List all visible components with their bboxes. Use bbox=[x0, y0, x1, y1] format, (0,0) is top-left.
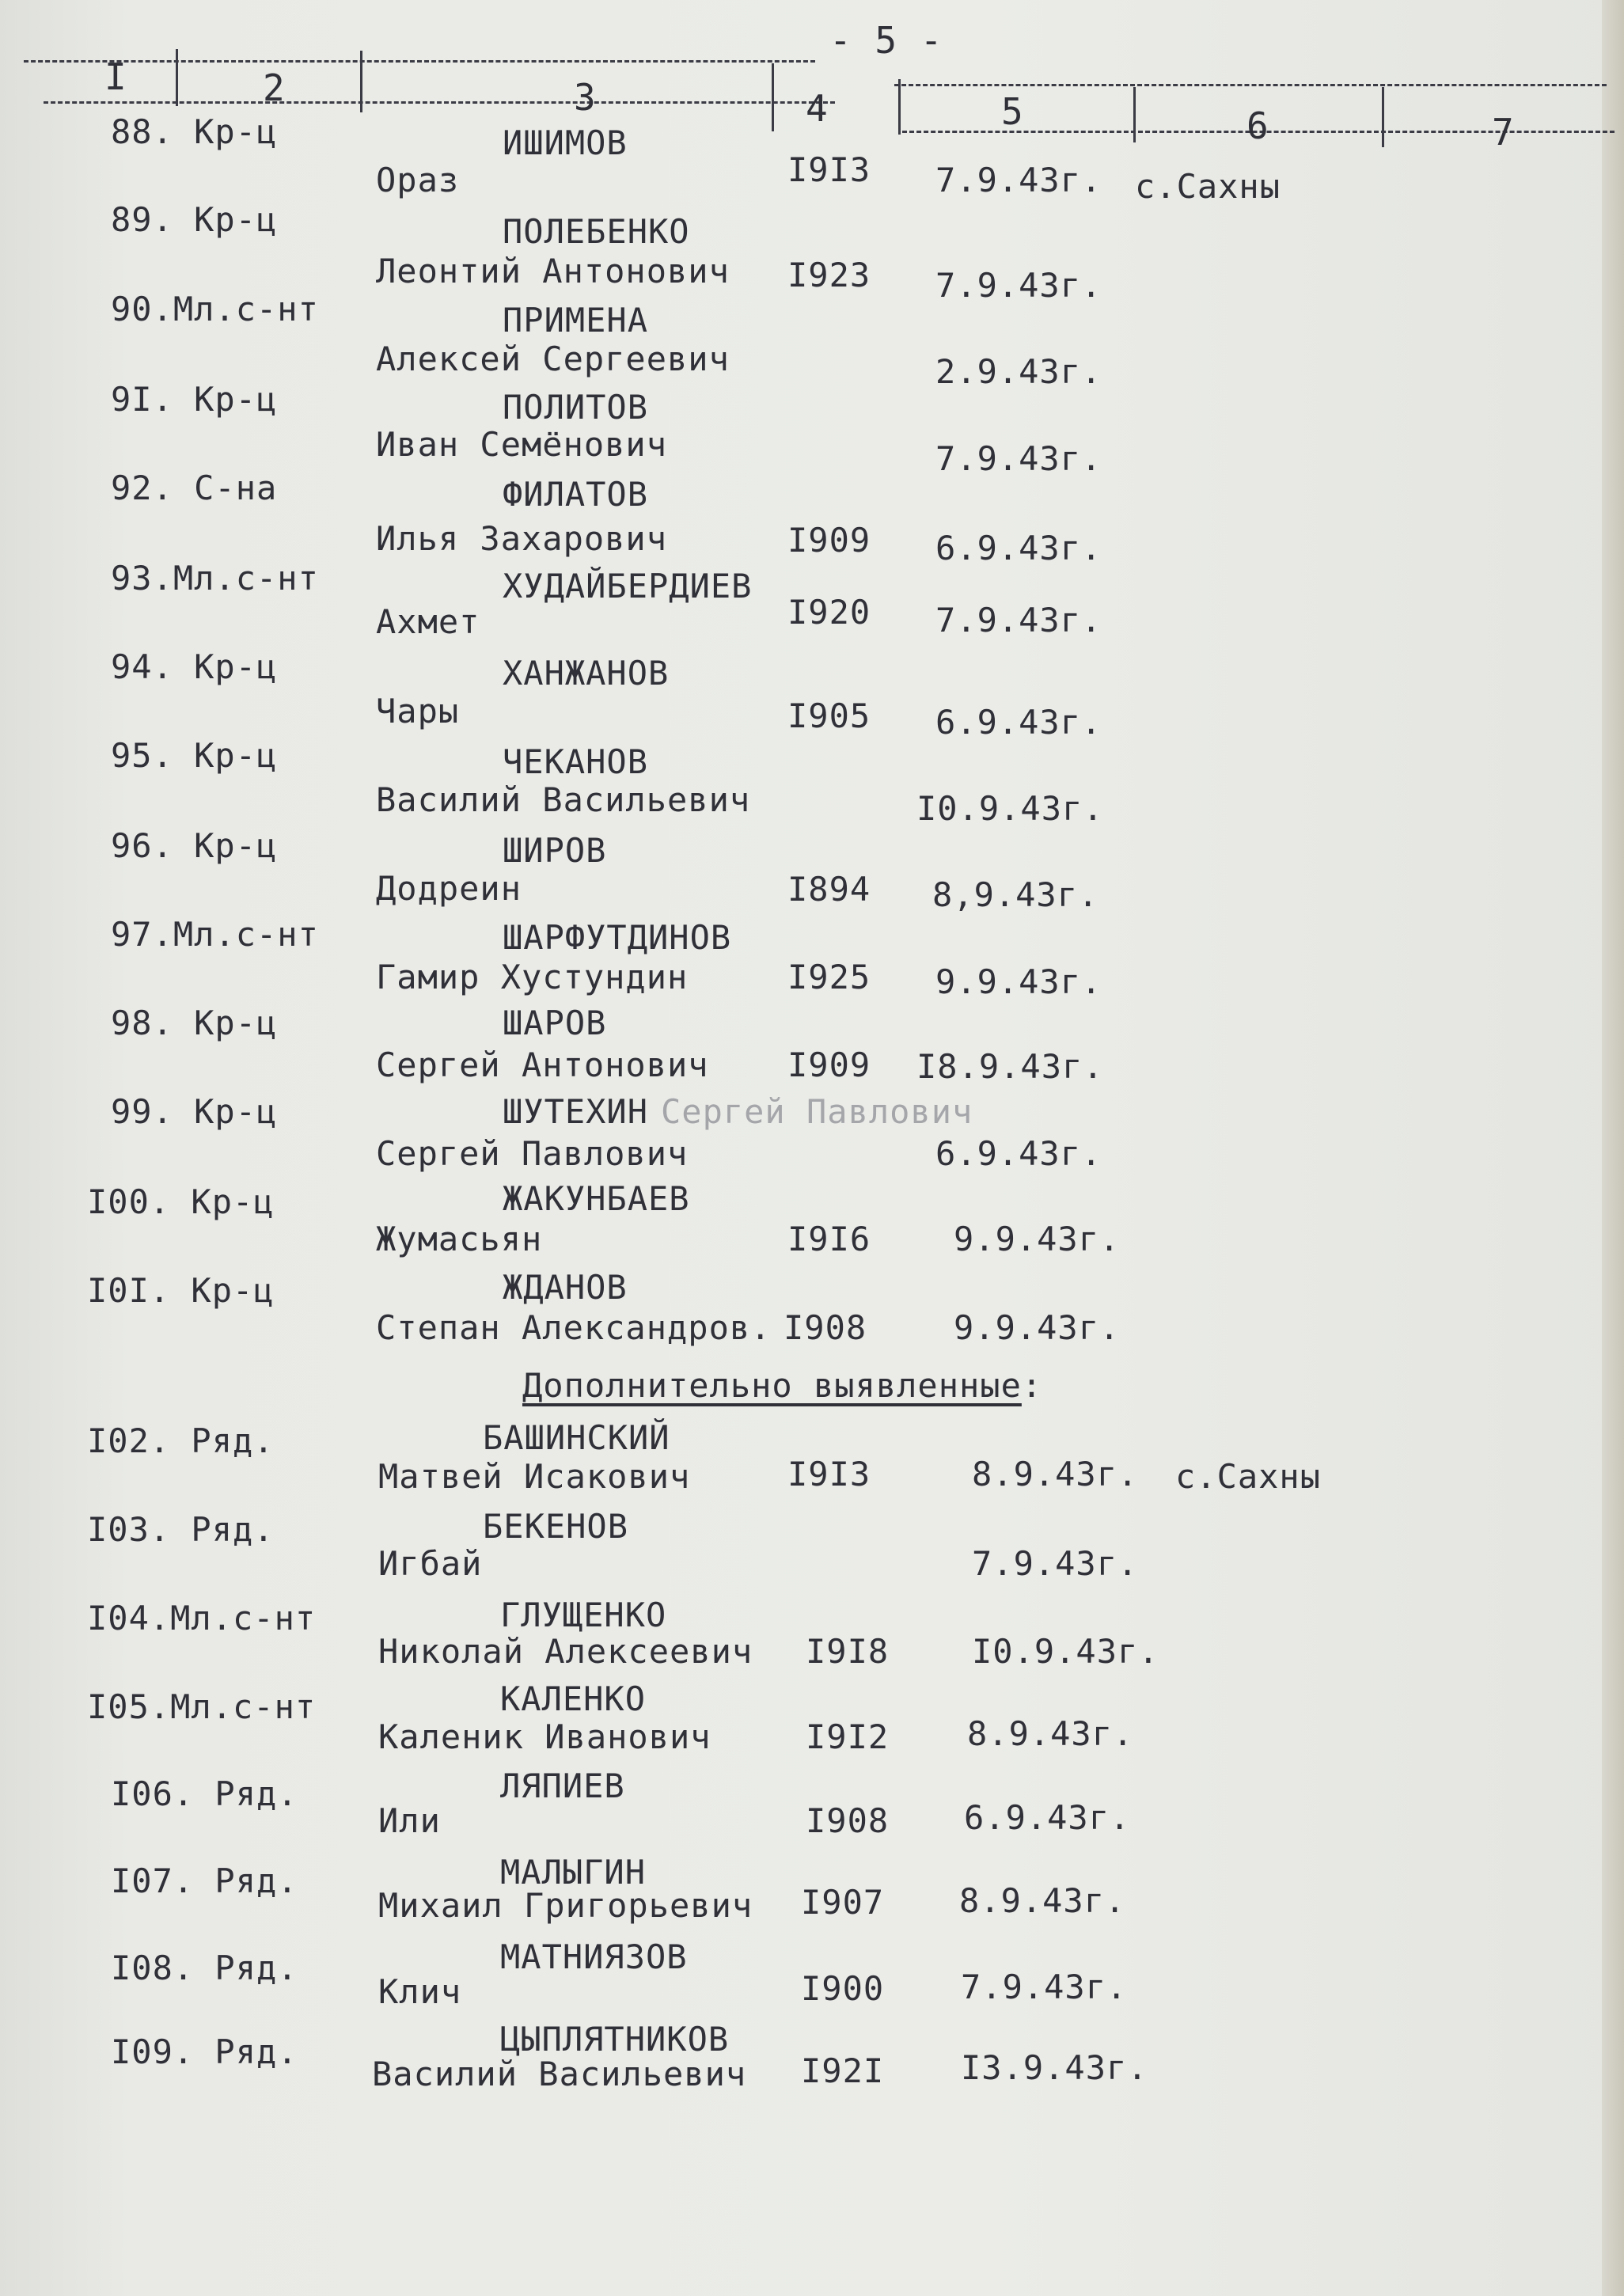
date-of-death: 8.9.43г. bbox=[972, 1455, 1139, 1493]
date-of-death: 7.9.43г. bbox=[935, 439, 1102, 478]
column-header-3: 3 bbox=[574, 76, 597, 119]
given-name: Или bbox=[378, 1801, 441, 1840]
date-of-death: 7.9.43г. bbox=[935, 266, 1102, 305]
column-separator bbox=[898, 79, 901, 135]
birth-year: I907 bbox=[801, 1883, 885, 1922]
date-of-death: I0.9.43г. bbox=[972, 1632, 1159, 1671]
given-name: Игбай bbox=[378, 1544, 483, 1583]
date-of-death: 2.9.43г. bbox=[935, 352, 1102, 391]
date-of-death: 6.9.43г. bbox=[935, 703, 1102, 742]
given-name: Жумасьян bbox=[376, 1220, 543, 1258]
date-of-death: 7.9.43г. bbox=[935, 601, 1102, 639]
surname: БАШИНСКИЙ bbox=[483, 1418, 670, 1457]
column-separator bbox=[360, 51, 362, 112]
date-of-death: 7.9.43г. bbox=[935, 161, 1102, 199]
birth-year: I9I3 bbox=[787, 150, 871, 189]
given-name: Леонтий Антонович bbox=[376, 252, 730, 290]
section-title-colon: : bbox=[1021, 1366, 1043, 1405]
surname: ШАРФУТДИНОВ bbox=[503, 918, 732, 957]
birth-year: I9I8 bbox=[806, 1632, 890, 1671]
column-separator bbox=[1133, 87, 1136, 142]
row-number-rank: I0I. Кр-ц bbox=[87, 1271, 275, 1310]
given-name: Иван Семёнович bbox=[376, 425, 668, 464]
burial-place: с.Сахны bbox=[1175, 1457, 1322, 1496]
surname: МАТНИЯЗОВ bbox=[500, 1937, 688, 1976]
section-title bbox=[522, 1366, 1043, 1405]
ghost-text: Сергей Павлович bbox=[661, 1092, 973, 1131]
given-name: Ахмет bbox=[376, 602, 480, 641]
surname: ХАНЖАНОВ bbox=[503, 654, 670, 693]
column-header-4: 4 bbox=[806, 87, 829, 130]
row-number-rank: I09. Ряд. bbox=[111, 2032, 298, 2071]
date-of-death: 7.9.43г. bbox=[961, 1968, 1128, 2006]
date-of-death: I8.9.43г. bbox=[916, 1047, 1104, 1086]
given-name: Василий Васильевич bbox=[372, 2055, 747, 2093]
row-number-rank: 90.Мл.с-нт bbox=[111, 290, 319, 328]
surname: ФИЛАТОВ bbox=[503, 475, 649, 514]
row-number-rank: 93.Мл.с-нт bbox=[111, 559, 319, 598]
row-number-rank: I04.Мл.с-нт bbox=[87, 1599, 317, 1638]
birth-year: I909 bbox=[787, 521, 871, 560]
given-name: Сергей Антонович bbox=[376, 1046, 709, 1084]
column-separator bbox=[1382, 87, 1384, 147]
date-of-death: 9.9.43г. bbox=[935, 962, 1102, 1001]
given-name: Степан Александров. bbox=[376, 1308, 772, 1347]
row-number-rank: 95. Кр-ц bbox=[111, 736, 278, 775]
column-header-7: 7 bbox=[1492, 111, 1515, 154]
column-separator bbox=[772, 63, 774, 131]
birth-year: I894 bbox=[787, 870, 871, 909]
birth-year: I925 bbox=[787, 958, 871, 996]
birth-year: I9I3 bbox=[787, 1455, 871, 1493]
row-number-rank: I02. Ряд. bbox=[87, 1421, 275, 1460]
date-of-death: 7.9.43г. bbox=[972, 1544, 1139, 1583]
given-name: Матвей Исакович bbox=[378, 1457, 691, 1496]
surname: ХУДАЙБЕРДИЕВ bbox=[503, 567, 753, 605]
row-number-rank: I06. Ряд. bbox=[111, 1774, 298, 1813]
surname: ШИРОВ bbox=[503, 831, 607, 870]
date-of-death: I3.9.43г. bbox=[961, 2048, 1148, 2087]
column-header-1: I bbox=[104, 55, 127, 98]
row-number-rank: I03. Ряд. bbox=[87, 1510, 275, 1549]
date-of-death: 6.9.43г. bbox=[964, 1798, 1131, 1837]
row-number-rank: 98. Кр-ц bbox=[111, 1004, 278, 1042]
header-rule-top-right bbox=[894, 84, 1607, 86]
row-number-rank: 99. Кр-ц bbox=[111, 1092, 278, 1131]
date-of-death: 6.9.43г. bbox=[935, 1134, 1102, 1173]
birth-year: I923 bbox=[787, 256, 871, 294]
birth-year: I908 bbox=[806, 1801, 890, 1840]
row-number-rank: I07. Ряд. bbox=[111, 1861, 298, 1900]
date-of-death: 8,9.43г. bbox=[932, 875, 1099, 914]
row-number-rank: 97.Мл.с-нт bbox=[111, 915, 319, 954]
column-header-6: 6 bbox=[1246, 104, 1269, 147]
surname: ЦЫПЛЯТНИКОВ bbox=[500, 2020, 730, 2059]
birth-year: I92I bbox=[801, 2051, 885, 2090]
given-name: Каленик Иванович bbox=[378, 1717, 711, 1756]
given-name: Клич bbox=[378, 1972, 462, 2011]
surname: ЖДАНОВ bbox=[503, 1268, 628, 1307]
birth-year: I900 bbox=[801, 1969, 885, 2008]
birth-year: I9I2 bbox=[806, 1717, 890, 1756]
page-number: - 5 - bbox=[829, 19, 943, 62]
burial-place: с.Сахны bbox=[1135, 167, 1281, 206]
surname: ГЛУЩЕНКО bbox=[500, 1596, 667, 1634]
row-number-rank: I08. Ряд. bbox=[111, 1949, 298, 1987]
date-of-death: 8.9.43г. bbox=[959, 1881, 1126, 1920]
section-title-text: Дополнительно выявленные bbox=[522, 1366, 1022, 1405]
birth-year: I920 bbox=[787, 593, 871, 632]
date-of-death: 6.9.43г. bbox=[935, 529, 1102, 567]
date-of-death: 9.9.43г. bbox=[954, 1220, 1121, 1258]
surname: БЕКЕНОВ bbox=[483, 1507, 629, 1546]
birth-year: I908 bbox=[784, 1308, 867, 1347]
given-name: Чары bbox=[376, 692, 460, 731]
given-name: Василий Васильевич bbox=[376, 780, 751, 819]
row-number-rank: 94. Кр-ц bbox=[111, 647, 278, 686]
surname: ИШИМОВ bbox=[503, 123, 628, 162]
birth-year: I9I6 bbox=[787, 1220, 871, 1258]
surname: ЖАКУНБАЕВ bbox=[503, 1179, 690, 1218]
header-rule-top-left bbox=[24, 60, 815, 63]
column-header-5: 5 bbox=[1001, 90, 1024, 133]
surname: КАЛЕНКО bbox=[500, 1679, 647, 1718]
header-rule-bottom-left bbox=[44, 101, 835, 104]
row-number-rank: 88. Кр-ц bbox=[111, 112, 278, 151]
row-number-rank: I05.Мл.с-нт bbox=[87, 1687, 317, 1726]
row-number-rank: 89. Кр-ц bbox=[111, 200, 278, 239]
date-of-death: 8.9.43г. bbox=[967, 1714, 1134, 1753]
date-of-death: I0.9.43г. bbox=[916, 789, 1104, 828]
row-number-rank: 96. Кр-ц bbox=[111, 826, 278, 865]
row-number-rank: 92. С-на bbox=[111, 469, 278, 507]
page-edge bbox=[1602, 0, 1624, 2296]
surname: ШУТЕХИН bbox=[503, 1092, 649, 1131]
surname: ПОЛЕБЕНКО bbox=[503, 212, 690, 251]
birth-year: I905 bbox=[787, 696, 871, 735]
given-name: Ораз bbox=[376, 161, 460, 199]
given-name: Додреин bbox=[376, 869, 522, 908]
given-name: Илья Захарович bbox=[376, 519, 668, 558]
surname: ШАРОВ bbox=[503, 1004, 607, 1042]
birth-year: I909 bbox=[787, 1046, 871, 1084]
surname: ПРИМЕНА bbox=[503, 301, 649, 340]
surname: ПОЛИТОВ bbox=[503, 388, 649, 427]
date-of-death: 9.9.43г. bbox=[954, 1308, 1121, 1347]
column-header-2: 2 bbox=[263, 66, 286, 109]
surname: МАЛЫГИН bbox=[500, 1853, 647, 1892]
given-name: Алексей Сергеевич bbox=[376, 340, 730, 378]
given-name: Сергей Павлович bbox=[376, 1134, 689, 1173]
given-name: Николай Алексеевич bbox=[378, 1632, 753, 1671]
surname: ЧЕКАНОВ bbox=[503, 742, 649, 781]
row-number-rank: I00. Кр-ц bbox=[87, 1182, 275, 1221]
row-number-rank: 9I. Кр-ц bbox=[111, 380, 278, 419]
column-separator bbox=[176, 49, 178, 106]
given-name: Михаил Григорьевич bbox=[378, 1886, 753, 1925]
surname: ЛЯПИЕВ bbox=[500, 1767, 625, 1805]
given-name: Гамир Хустундин bbox=[376, 958, 689, 996]
